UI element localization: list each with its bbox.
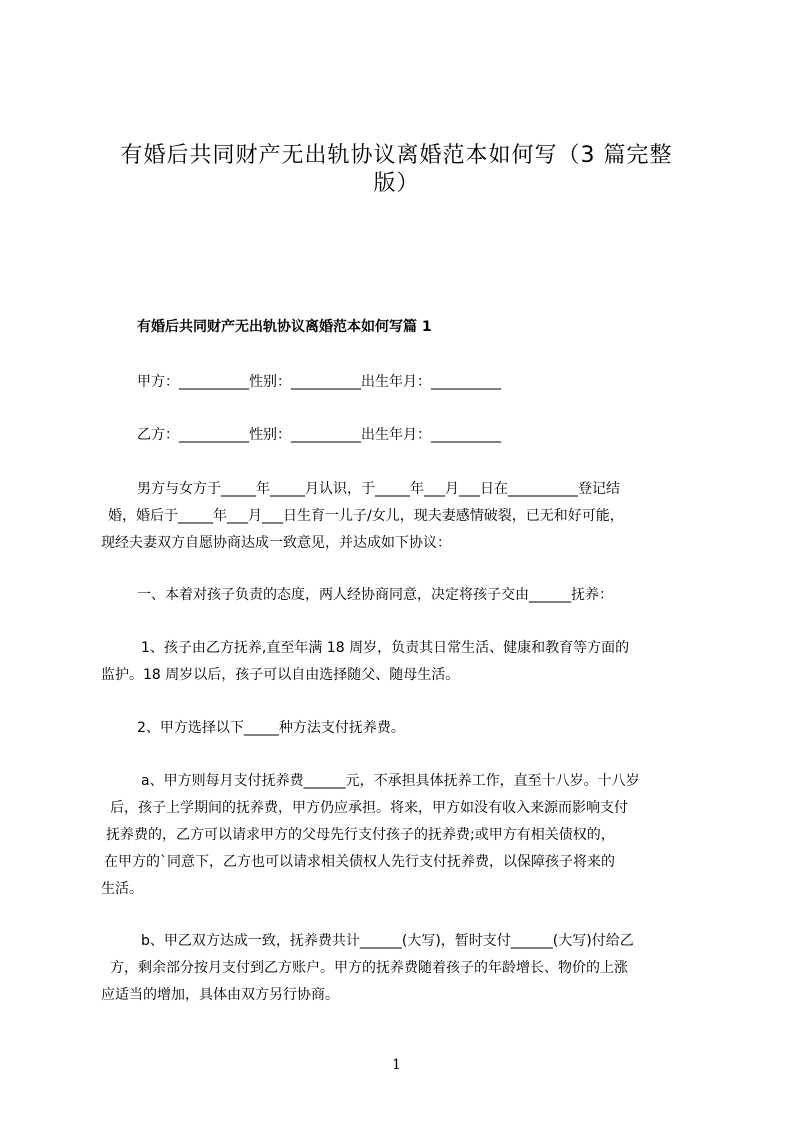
party-a-line: 甲方：__________性别：__________出生年月：__________ [137, 374, 501, 390]
item-a-line: a、甲方则每月支付抚养费______元，不承担具体抚养工作，直至十八岁。十八岁 [141, 773, 640, 789]
title-line-1: 有婚后共同财产无出轨协议离婚范本如何写（3 篇完整 [120, 143, 673, 168]
page-number: 1 [392, 1057, 401, 1073]
item-2-line: 2、甲方选择以下_____种方法支付抚养费。 [137, 720, 405, 736]
item-1-line: 1、孩子由乙方抚养,直至年满 18 周岁，负责其日常生活、健康和教育等方面的 [141, 640, 630, 656]
intro-line: 婚，婚后于_____年___月___日生育一儿子/女儿，现夫妻感情破裂，已无和好可能， [108, 508, 624, 524]
item-b-line: 应适当的增加，具体由双方另行协商。 [101, 987, 339, 1003]
title-line-2: 版） [373, 171, 420, 196]
section-heading: 有婚后共同财产无出轨协议离婚范本如何写篇 1 [137, 319, 432, 335]
item-a-line: 后，孩子上学期间的抚养费，甲方仍应承担。将来，甲方如没有收入来源而影响支付 [110, 800, 628, 816]
item-b-line: 方，剩余部分按月支付到乙方账户。甲方的抚养费随着孩子的年龄增长、物价的上涨 [110, 960, 628, 976]
item-a-line: 生活。 [101, 881, 143, 897]
clause-1: 一、本着对孩子负责的态度，两人经协商同意，决定将孩子交由______抚养： [137, 587, 613, 603]
intro-line: 男方与女方于_____年_____月认识，于_____年___月___日在__________登记结 [137, 481, 620, 497]
item-b-line: b、甲乙双方达成一致，抚养费共计______(大写)，暂时支付______(大写)付给乙 [141, 933, 634, 949]
item-a-line: 在甲方的`同意下，乙方也可以请求相关债权人先行支付抚养费，以保障孩子将来的 [104, 854, 615, 870]
item-a-line: 抚养费的，乙方可以请求甲方的父母先行支付孩子的抚养费;或甲方有相关债权的， [106, 827, 615, 843]
document-title [80, 142, 713, 198]
party-b-line: 乙方：__________性别：__________出生年月：__________ [137, 427, 501, 443]
item-1-line: 监护。18 周岁以后，孩子可以自由选择随父、随母生活。 [101, 667, 460, 683]
intro-line: 现经夫妻双方自愿协商达成一致意见，并达成如下协议： [101, 535, 451, 551]
